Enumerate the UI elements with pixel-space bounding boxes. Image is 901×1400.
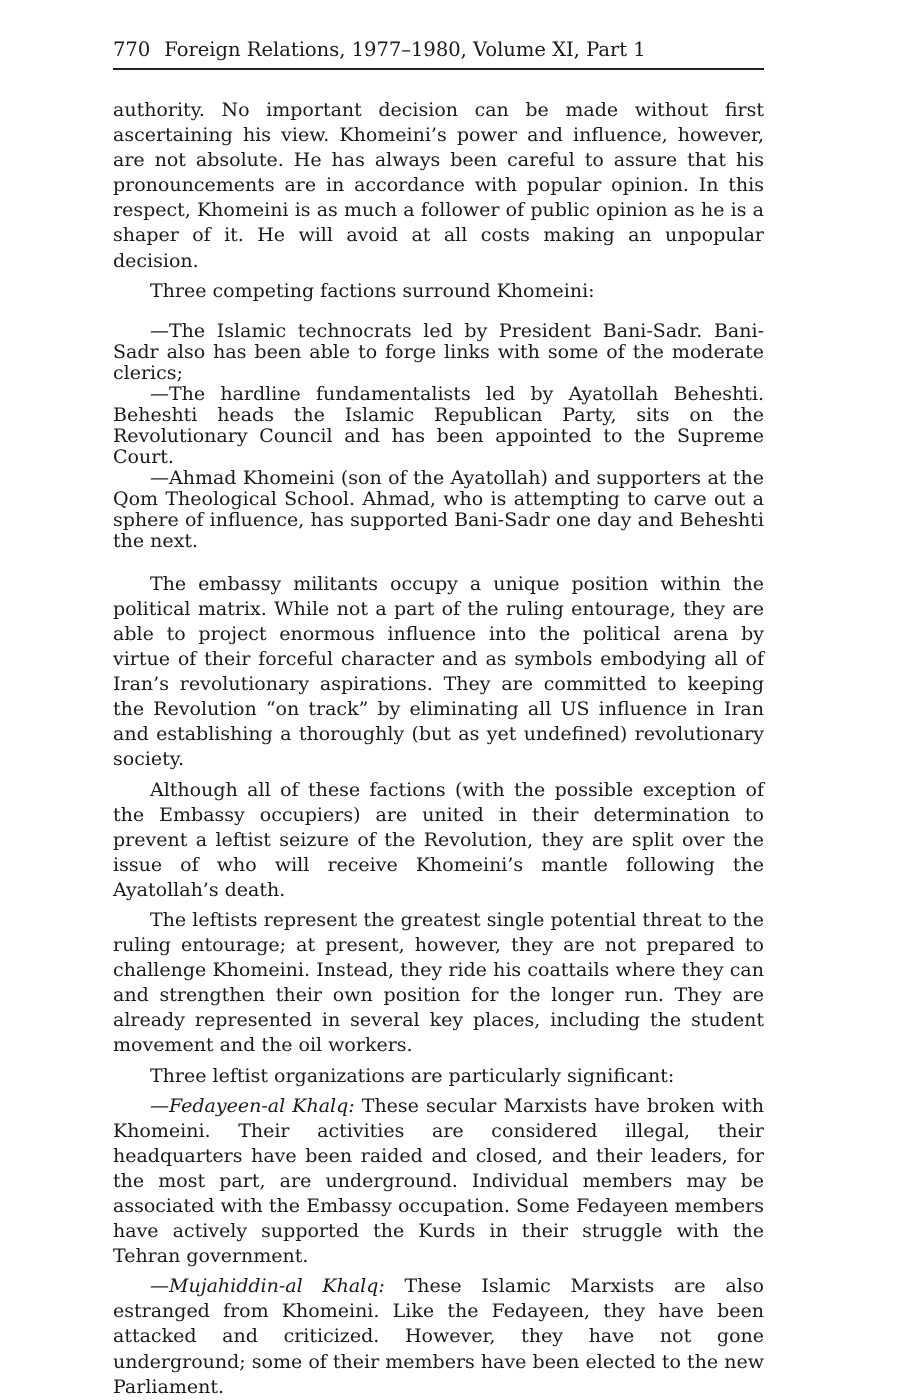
header-rule — [113, 68, 764, 70]
paragraph: authority. No important decision can be made without first ascertaining his view. Khomeini’s power and influence, however, are not absolute. He has always been careful to assure that his pronouncements are in accordance with popular opinion. In this respect, Khomeini is as much a follower of public opinion as he is a shaper of it. He will avoid at all costs making an unpopular decision. — [113, 99, 764, 272]
document-body — [113, 98, 764, 1400]
dash: — — [150, 1094, 169, 1117]
paragraph: The embassy militants occupy a unique position within the political matrix. While not a part of the ruling entourage, they are able to project enormous influence into the political arena by virtue of their forceful character and as symbols embodying all of Iran’s revolutionary aspirations. They are committed to keeping the Revolution “on track” by eliminating all US influence in Iran and establishing a thoroughly (but as yet undefined) revolutionary society. — [113, 572, 764, 771]
faction-item: —The hardline fundamentalists led by Ayatollah Beheshti. Beheshti heads the Islamic Republican Party, sits on the Revolutionary Council and has been appointed to the Supreme Court. — [113, 382, 764, 468]
organization-text: These Islamic Marxists are also estranged from Khomeini. Like the Fedayeen, they have been attacked and criticized. However, they have not gone underground; some of their members have been elected to the new Parliament. — [113, 1275, 764, 1398]
leftist-item — [113, 1274, 764, 1399]
paragraph: Although all of these factions (with the possible exception of the Embassy occupiers) are united in their determination to prevent a leftist seizure of the Revolution, they are split over the issue of who will receive Khomeini’s mantle following the Ayatollah’s death. — [113, 778, 764, 901]
running-header — [113, 38, 764, 62]
faction-item: —The Islamic technocrats led by President Bani-Sadr. Bani-Sadr also has been able to forge links with some of the moderate clerics; — [113, 319, 764, 384]
organization-text: These secular Marxists have broken with Khomeini. Their activities are considered illegal, their headquarters have been raided and closed, and their leaders, for the most part, are underground. Individual members may be associated with the Embassy occupation. Some Fedayeen members have actively supported the Kurds in their struggle with the Tehran government. — [113, 1094, 764, 1268]
organization-name: Fedayeen-al Khalq: — [169, 1094, 355, 1117]
dash: — — [150, 1275, 169, 1298]
organization-name: Mujahiddin-al Khalq: — [169, 1275, 385, 1298]
running-title: Foreign Relations, 1977–1980, Volume XI, Part 1 — [164, 38, 646, 61]
paragraph: Three competing factions surround Khomeini: — [150, 279, 595, 302]
faction-item: —Ahmad Khomeini (son of the Ayatollah) and supporters at the Qom Theological School. Ahmad, who is attempting to carve out a sphere of influence, has supported Bani-Sadr one day and Beheshti the next. — [113, 466, 764, 552]
leftist-item — [113, 1094, 764, 1270]
paragraph: The leftists represent the greatest single potential threat to the ruling entourage; at present, however, they are not prepared to challenge Khomeini. Instead, they ride his coattails where they can and strengthen their own position for the longer run. They are already represented in several key places, including the student movement and the oil workers. — [113, 908, 764, 1057]
faction-list — [113, 321, 764, 552]
page-number: 770 — [113, 38, 151, 61]
paragraph: Three leftist organizations are particularly significant: — [150, 1064, 675, 1087]
